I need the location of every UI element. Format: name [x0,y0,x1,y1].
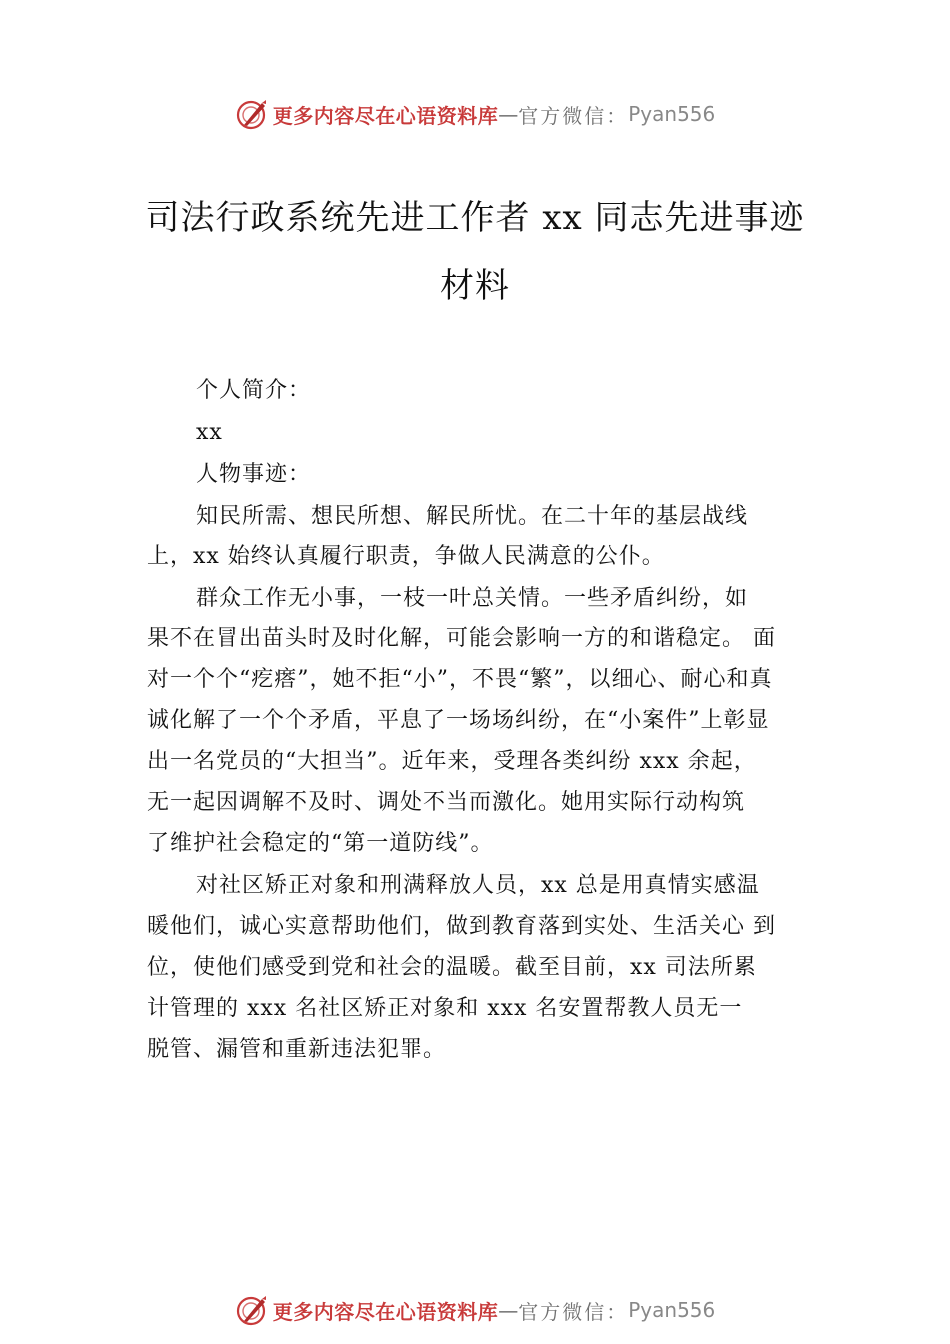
paragraph-line: 群众工作无小事，一枝一叶总关情。一些矛盾纠纷，如 [196,586,749,611]
quill-circle-logo-icon [235,97,269,131]
profile-name: xx [196,420,223,445]
watermark-wechat-id: Pyan556 [628,102,716,126]
watermark-wechat-label: 官方微信： [518,103,629,128]
document-title-line-1: 司法行政系统先进工作者 xx 同志先进事迹 [145,198,805,238]
watermark-wechat-id: Pyan556 [628,1298,716,1322]
section-label-profile: 个人简介： [196,378,312,403]
paragraph-line: 对一个个“疙瘩”，她不拒“小”，不畏“繁”，以细心、耐心和真 [147,667,773,692]
paragraph-line: 无一起因调解不及时、调处不当而激化。她用实际行动构筑 [147,790,746,815]
paragraph-line: 诚化解了一个个矛盾，平息了一场场纠纷，在“小案件”上彰显 [147,708,770,733]
section-label-deeds: 人物事迹： [196,462,312,487]
quill-circle-logo-icon [235,1293,269,1327]
paragraph-line: 出一名党员的“大担当”。近年来，受理各类纠纷 xxx 余起， [147,749,757,774]
watermark-dash: — [498,1298,519,1322]
document-title-line-2: 材料 [440,266,510,306]
footer-watermark [0,1290,950,1330]
paragraph-line: 脱管、漏管和重新违法犯罪。 [147,1037,447,1062]
paragraph-line: 暖他们，诚心实意帮助他们，做到教育落到实处、生活关心 到 [147,914,776,939]
watermark-brand-text: 更多内容尽在心语资料库 [272,103,499,128]
header-watermark [0,94,950,134]
watermark-wechat-label: 官方微信： [518,1299,629,1324]
paragraph-line: 计管理的 xxx 名社区矫正对象和 xxx 名安置帮教人员无一 [147,996,743,1021]
watermark-dash: — [498,102,519,126]
paragraph-line: 对社区矫正对象和刑满释放人员，xx 总是用真情实感温 [196,873,760,898]
paragraph-line: 上，xx 始终认真履行职责，争做人民满意的公仆。 [147,544,665,569]
paragraph-line: 知民所需、想民所想、解民所忧。在二十年的基层战线 [196,504,749,529]
paragraph-line: 位，使他们感受到党和社会的温暖。截至目前，xx 司法所累 [147,955,757,980]
watermark-brand-text: 更多内容尽在心语资料库 [272,1299,499,1324]
paragraph-line: 果不在冒出苗头时及时化解，可能会影响一方的和谐稳定。 面 [147,626,776,651]
paragraph-line: 了维护社会稳定的“第一道防线”。 [147,831,494,856]
